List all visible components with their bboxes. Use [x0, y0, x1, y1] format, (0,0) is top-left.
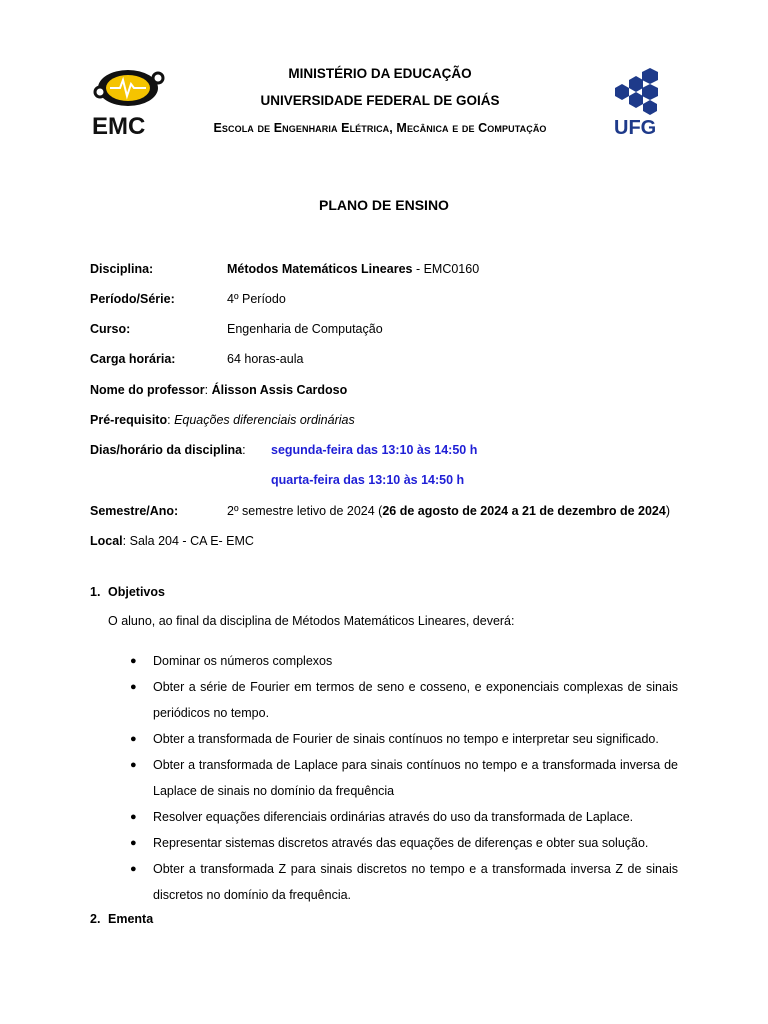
local-label: Local: [90, 534, 123, 548]
curso-label: Curso:: [90, 322, 131, 336]
semestre-dates: 26 de agosto de 2024 a 21 de dezembro de 2024: [382, 504, 666, 518]
ministry-name: MINISTÉRIO DA EDUCAÇÃO: [288, 66, 472, 81]
objective-text: Obter a série de Fourier em termos de seno e cosseno, e exponenciais complexas de sinais periódicos no tempo.: [153, 680, 678, 720]
objective-item: [130, 830, 678, 856]
carga-value: 64 horas-aula: [227, 352, 304, 366]
ufg-logo: [612, 66, 668, 138]
semestre-row: [90, 504, 670, 518]
emc-logo-text: EMC: [92, 113, 146, 138]
carga-row: [90, 352, 304, 366]
prereq-label: Pré-requisito: [90, 413, 168, 427]
university-name: UNIVERSIDADE FEDERAL DE GOIÁS: [260, 93, 500, 108]
bullet-icon: ●: [130, 811, 137, 823]
ufg-logo-text: UFG: [614, 117, 657, 138]
objective-text: Resolver equações diferenciais ordinárias através do uso da transformada de Laplace.: [153, 810, 634, 824]
objectives-list: [130, 648, 678, 908]
objective-item: [130, 726, 678, 752]
semestre-suffix: ): [665, 504, 670, 518]
dias-line1: segunda-feira das 13:10 às 14:50 h: [271, 443, 478, 457]
professor-value: Álisson Assis Cardoso: [211, 383, 348, 397]
document-title: PLANO DE ENSINO: [319, 197, 449, 213]
curso-row: [90, 322, 383, 336]
section-number: 2.: [90, 912, 101, 926]
disciplina-name: Métodos Matemáticos Lineares: [227, 262, 413, 276]
dias-label: Dias/horário da disciplina: [90, 443, 243, 457]
bullet-icon: ●: [130, 863, 137, 875]
professor-label: Nome do professor: [90, 383, 205, 397]
dias-row-2: [271, 473, 464, 487]
objective-item: [130, 752, 678, 804]
section-title: Objetivos: [108, 585, 165, 599]
bullet-icon: ●: [130, 837, 137, 849]
carga-label: Carga horária:: [90, 352, 176, 366]
objective-text: Obter a transformada de Laplace para sinais contínuos no tempo e a transformada inversa de Laplace de sinais no domínio da frequência: [153, 758, 678, 798]
professor-row: Nome do professor: Álisson Assis Cardoso: [90, 383, 348, 397]
objective-text: Representar sistemas discretos através das equações de diferenças e obter sua solução.: [153, 836, 649, 850]
dias-line2: quarta-feira das 13:10 às 14:50 h: [271, 473, 465, 487]
emc-logo: [90, 66, 172, 138]
disciplina-label: Disciplina:: [90, 262, 154, 276]
periodo-value: 4º Período: [227, 292, 286, 306]
bullet-icon: ●: [130, 655, 137, 667]
dias-row: Dias/horário da disciplina: segunda-feira das 13:10 às 14:50 h: [90, 443, 478, 457]
objective-item: [130, 674, 678, 726]
periodo-row: [90, 292, 286, 306]
semestre-label: Semestre/Ano:: [90, 504, 179, 518]
objective-text: Obter a transformada de Fourier de sinais contínuos no tempo e interpretar seu significado.: [153, 732, 659, 746]
disciplina-row: [90, 262, 480, 276]
semestre-prefix: 2º semestre letivo de 2024 (: [227, 504, 383, 518]
bullet-icon: ●: [130, 759, 137, 771]
prereq-row: Pré-requisito: Equações diferenciais ordinárias: [90, 413, 355, 427]
objective-text: Obter a transformada Z para sinais discretos no tempo e a transformada inversa Z de sinais discretos no domínio da frequência.: [153, 862, 678, 902]
section-objetivos-heading: [90, 585, 165, 599]
bullet-icon: ●: [130, 681, 137, 693]
periodo-label: Período/Série:: [90, 292, 175, 306]
disciplina-code: - EMC0160: [412, 262, 480, 276]
bullet-icon: ●: [130, 733, 137, 745]
objective-item: [130, 804, 678, 830]
objective-item: [130, 856, 678, 908]
objective-text: Dominar os números complexos: [153, 654, 333, 668]
local-row: Local: Sala 204 - CA E- EMC: [90, 534, 254, 548]
objetivos-intro: O aluno, ao final da disciplina de Métodos Matemáticos Lineares, deverá:: [108, 614, 515, 628]
section-number: 1.: [90, 585, 101, 599]
prereq-value: Equações diferenciais ordinárias: [174, 413, 355, 427]
local-value: Sala 204 - CA E- EMC: [129, 534, 254, 548]
section-ementa-heading: [90, 912, 153, 926]
school-name: Escola de Engenharia Elétrica, Mecânica e de Computação: [213, 121, 547, 135]
objective-item: [130, 648, 678, 674]
section-title: Ementa: [108, 912, 154, 926]
curso-value: Engenharia de Computação: [227, 322, 383, 336]
